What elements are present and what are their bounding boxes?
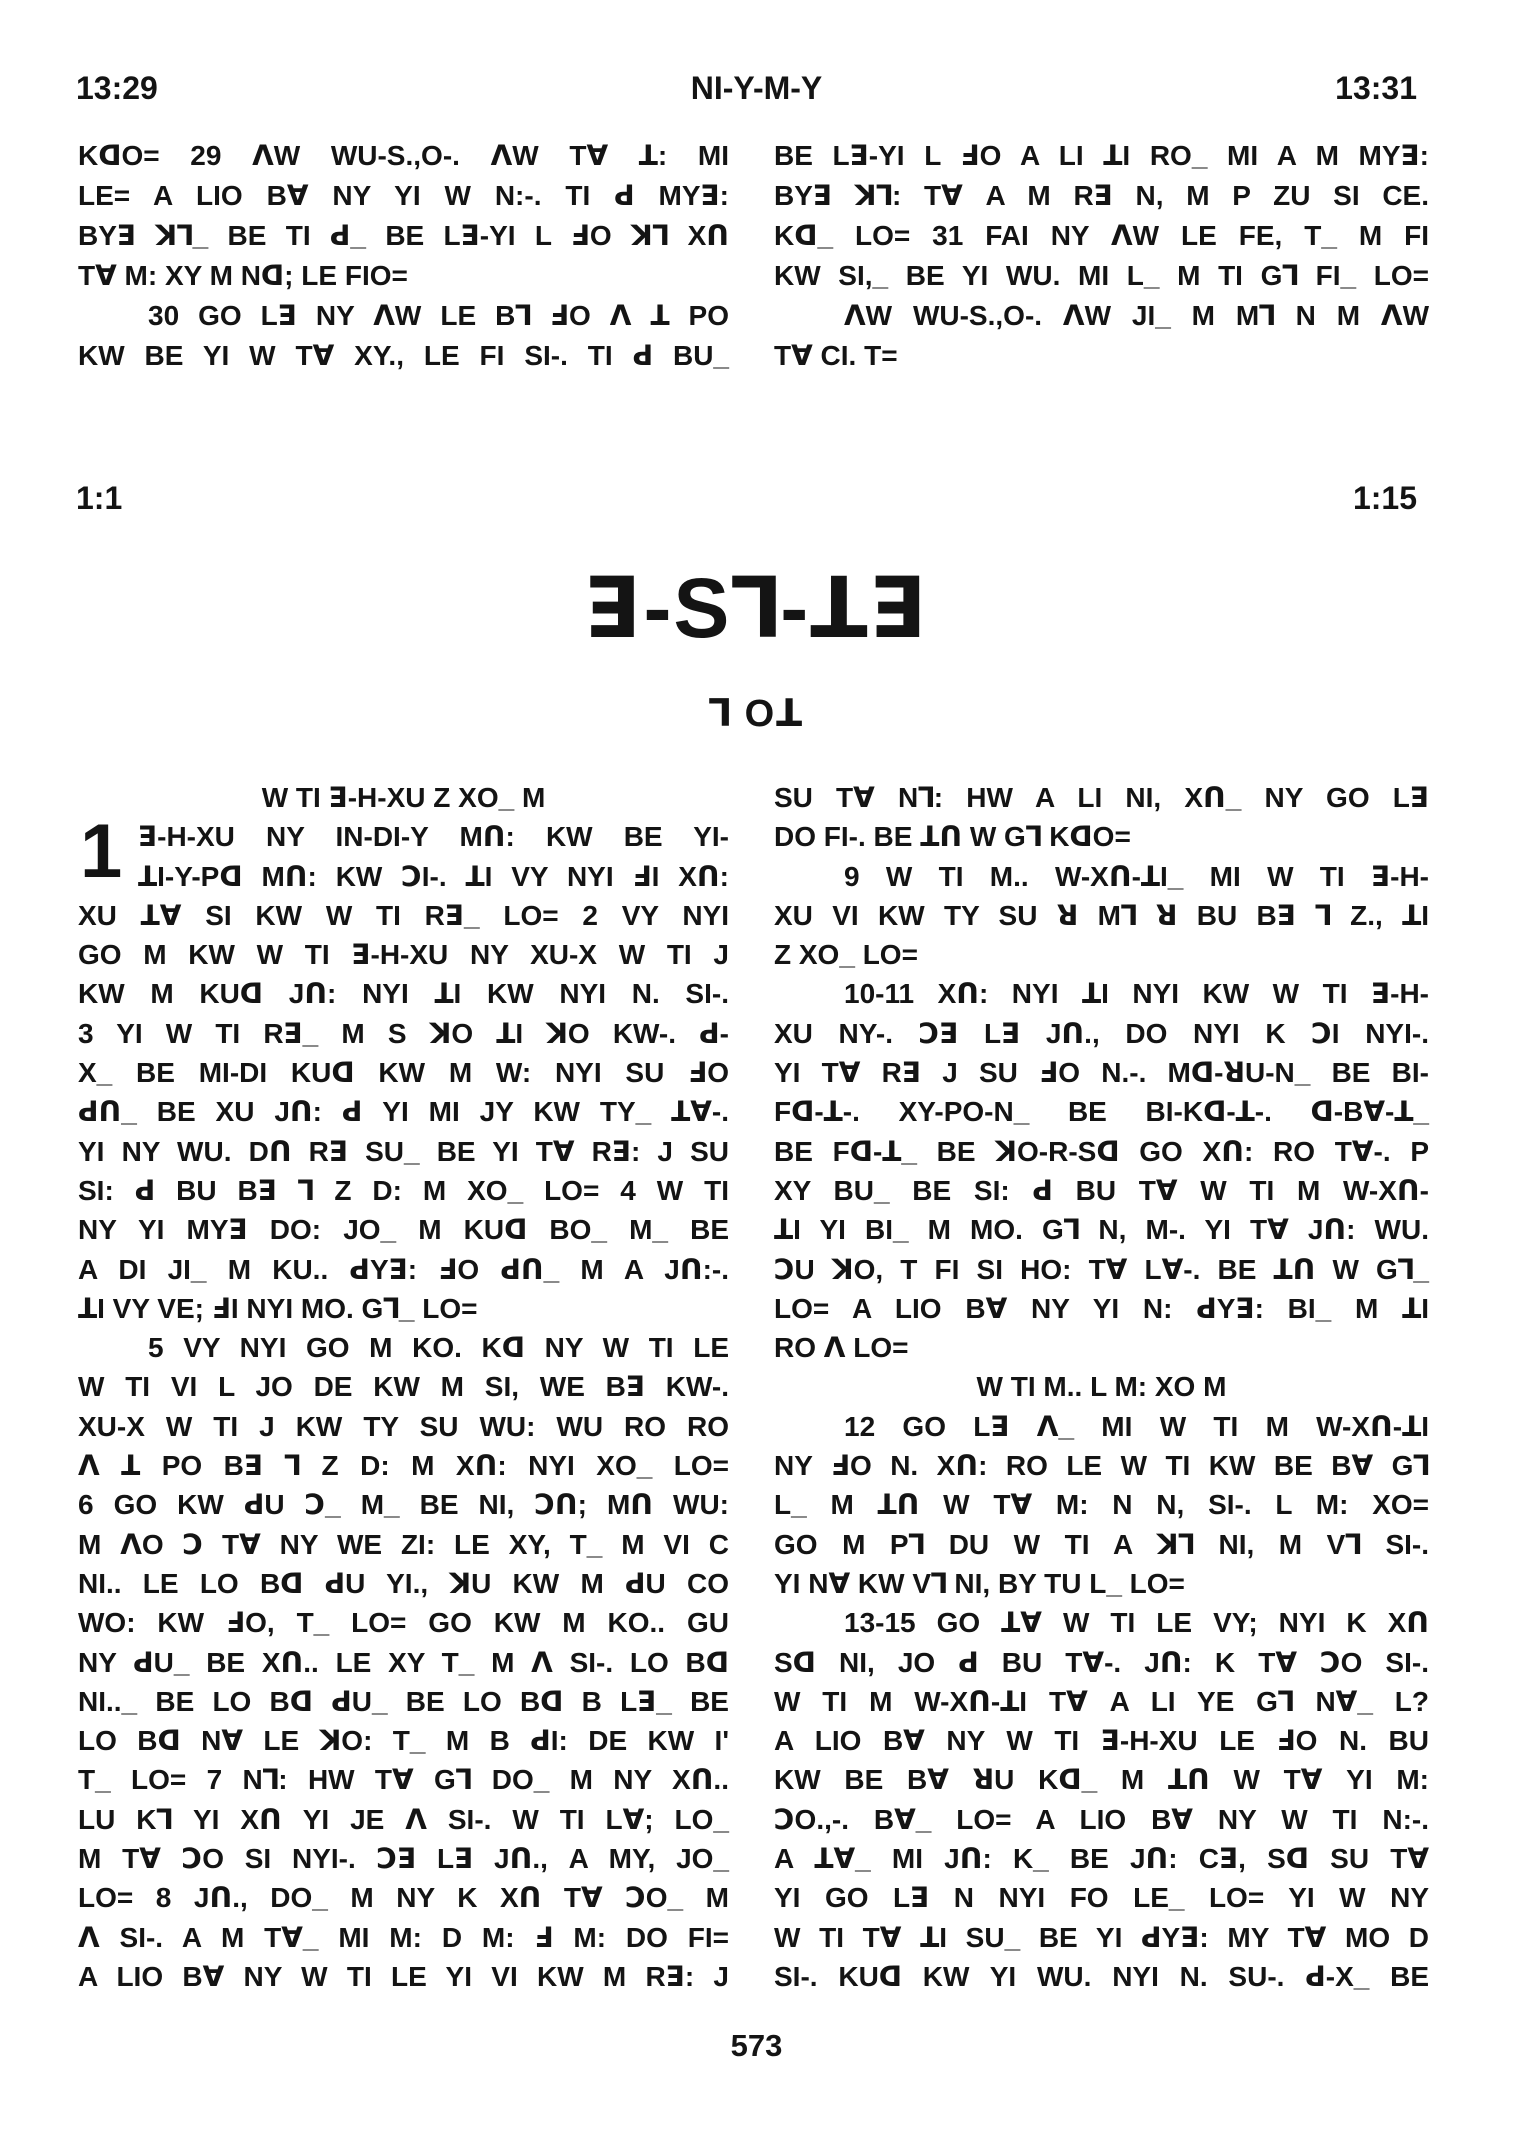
line-text: LO Bꓷ Nꓯ LE ꓘO: T_ M B ꓒI: DE KW I'	[78, 1725, 729, 1757]
text-line	[78, 857, 729, 896]
top-left-column	[78, 136, 729, 376]
line-text: ꓒꓵ_ BE XU Jꓵ: ꓒ YI MI JY KW TY_ ꓕꓯ-.	[78, 1096, 729, 1128]
line-text: NY ꓒU_ BE Xꓵ.. LE XY T_ M ꓥ SI-. LO Bꓷ	[78, 1646, 729, 1678]
line-text: NI.. LE LO Bꓷ ꓒU YI., ꓘU KW M ꓒU CO	[78, 1567, 729, 1599]
header-chapter-verse-end: 13:31	[1335, 70, 1417, 106]
line-text: L_ M ꓕꓵ W Tꓯ M: N N, SI-. L M: XO=	[774, 1489, 1429, 1521]
line-text: SI-. KUꓷ KW YI WU. NYI N. SU-. ꓒ-X_ BE	[774, 1960, 1429, 1992]
line-text: Tꓯ CI. T=	[774, 340, 898, 371]
text-line	[774, 1918, 1429, 1957]
line-text: Sꓷ NI, JO ꓒ BU Tꓯ-. Jꓵ: K Tꓯ ꓛO SI-.	[774, 1646, 1429, 1678]
line-text: XU VI KW TY SU ꓤ Mꓶ ꓤ BU Bꓱ ꓶ Z., ꓕI	[774, 899, 1429, 931]
book-subtitle: ꓶ Oꓕ	[708, 693, 805, 735]
text-line	[774, 817, 1429, 856]
line-text: KW BE Bꓯ ꓤU Kꓷ_ M ꓕꓵ W Tꓯ YI M:	[774, 1764, 1429, 1796]
line-text: KW SI,_ BE YI WU. MI L_ M TI Gꓶ FI_ LO=	[774, 260, 1429, 291]
text-line	[78, 176, 729, 216]
line-text: 5 VY NYI GO M KO. Kꓷ NY W TI LE	[148, 1332, 729, 1364]
text-line	[774, 1485, 1429, 1524]
text-line	[774, 1525, 1429, 1564]
text-line	[774, 1643, 1429, 1682]
text-line	[774, 1603, 1429, 1642]
line-text: LO= 8 Jꓵ., DO_ M NY K Xꓵ Tꓯ ꓛO_ M	[78, 1882, 729, 1914]
line-text: M Tꓯ ꓛO SI NYI-. ꓛꓱ Lꓱ Jꓵ., A MY, JO_	[78, 1843, 729, 1875]
line-text: W TI M W-Xꓵ-ꓕI Tꓯ A LI YE Gꓶ Nꓯ_ L?	[774, 1685, 1429, 1717]
text-line	[78, 1250, 729, 1289]
line-text: ꓛO.,-. Bꓯ_ LO= A LIO Bꓯ NY W TI N:-.	[774, 1803, 1429, 1835]
line-text: ꓱ-H-XU NY IN-DI-Y Mꓵ: KW BE YI-	[138, 821, 729, 853]
line-text: WO: KW ꓞO, T_ LO= GO KW M KO.. GU	[78, 1607, 729, 1639]
text-line	[78, 1603, 729, 1642]
line-text: XU ꓕꓯ SI KW W TI Rꓱ_ LO= 2 VY NYI	[78, 899, 729, 931]
text-line	[774, 1800, 1429, 1839]
text-line	[78, 1053, 729, 1092]
text-line	[78, 1485, 729, 1524]
text-line	[78, 935, 729, 974]
line-text: XU NY-. ꓛꓱ Lꓱ Jꓵ., DO NYI K ꓛI NYI-.	[774, 1017, 1429, 1049]
line-text: BE Fꓷ-ꓕ_ BE ꓘO-R-Sꓷ GO Xꓵ: RO Tꓯ-. P	[774, 1135, 1429, 1167]
text-line	[78, 1800, 729, 1839]
line-text: 10-11 Xꓵ: NYI ꓕI NYI KW W TI ꓱ-H-	[844, 978, 1429, 1010]
line-text: 30 GO Lꓱ NY ꓥW LE Bꓶ ꓞO ꓥ ꓕ PO	[148, 300, 729, 331]
text-line	[774, 216, 1429, 256]
text-line	[774, 1092, 1429, 1131]
text-line	[774, 1446, 1429, 1485]
text-line	[78, 1092, 729, 1131]
text-line	[78, 1682, 729, 1721]
text-line	[774, 256, 1429, 296]
header-chapter-verse-start: 13:29	[76, 70, 158, 106]
line-text: A DI JI_ M KU.. ꓒYꓱ: ꓞO ꓒꓵ_ M A Jꓵ:-.	[78, 1253, 729, 1285]
text-line	[774, 176, 1429, 216]
line-text: KW M KUꓷ Jꓵ: NYI ꓕI KW NYI N. SI-.	[78, 978, 729, 1010]
text-line	[774, 1878, 1429, 1917]
text-line	[78, 136, 729, 176]
heading-text: W TI M.. L M: XO M	[976, 1371, 1227, 1403]
text-line	[78, 1171, 729, 1210]
line-text: X_ BE MI-DI KUꓷ KW M W: NYI SU ꓞO	[78, 1057, 729, 1089]
line-text: SU Tꓯ Nꓶ: HW A LI NI, Xꓵ_ NY GO Lꓱ	[774, 782, 1429, 813]
text-line	[774, 1328, 1429, 1367]
text-line	[774, 1171, 1429, 1210]
text-line	[774, 857, 1429, 896]
text-line	[774, 1289, 1429, 1328]
line-text: YI NY WU. Dꓵ Rꓱ SU_ BE YI Tꓯ Rꓱ: J SU	[78, 1135, 729, 1167]
header-book-name: NI-Y-M-Y	[690, 70, 823, 106]
line-text: W TI VI L JO DE KW M SI, WE Bꓱ KW-.	[78, 1371, 729, 1403]
text-line	[78, 1957, 729, 1996]
line-text: Tꓯ M: XY M Nꓷ; LE FIO=	[78, 260, 408, 291]
text-line	[774, 935, 1429, 974]
text-line	[78, 1407, 729, 1446]
line-text: YI Nꓯ KW Vꓶ NI, BY TU L_ LO=	[774, 1567, 1185, 1599]
line-text: SI: ꓒ BU Bꓱ ꓶ Z D: M XO_ LO= 4 W TI	[78, 1174, 729, 1206]
section-heading	[78, 778, 729, 817]
line-text: A ꓕꓯ_ MI Jꓵ: K_ BE Jꓵ: Cꓱ, Sꓷ SU Tꓯ	[774, 1843, 1429, 1875]
line-text: RO ꓥ LO=	[774, 1332, 909, 1364]
chapter-range-end: 1:15	[1352, 480, 1417, 516]
line-text: 13-15 GO ꓕꓯ W TI LE VY; NYI K Xꓵ	[844, 1607, 1429, 1639]
line-text: NY YI MYꓱ DO: JO_ M KUꓷ BO_ M_ BE	[78, 1214, 729, 1246]
line-text: XU-X W TI J KW TY SU WU: WU RO RO	[78, 1410, 729, 1442]
text-line	[78, 216, 729, 256]
text-line	[774, 336, 1429, 376]
text-line	[78, 974, 729, 1013]
text-line	[774, 1957, 1429, 1996]
text-line	[774, 1760, 1429, 1799]
text-line	[78, 1132, 729, 1171]
text-line	[774, 974, 1429, 1013]
text-line	[774, 136, 1429, 176]
line-text: A LIO Bꓯ NY W TI LE YI VI KW M Rꓱ: J	[78, 1960, 729, 1992]
book-title: ꓱ-Sꓶ-ꓕꓱ	[584, 561, 929, 655]
text-line	[774, 1053, 1429, 1092]
line-text: NI.._ BE LO Bꓷ ꓒU_ BE LO Bꓷ B Lꓱ_ BE	[78, 1685, 729, 1717]
line-text: ꓕI-Y-Pꓷ Mꓵ: KW ꓛI-. ꓕI VY NYI ꓞI Xꓵ:	[138, 860, 729, 892]
line-text: GO M KW W TI ꓱ-H-XU NY XU-X W TI J	[78, 939, 729, 971]
line-text: YI GO Lꓱ N NYI FO LE_ LO= YI W NY	[774, 1882, 1429, 1914]
text-line	[78, 817, 729, 856]
text-line	[774, 1132, 1429, 1171]
text-line	[774, 296, 1429, 336]
text-line	[78, 1878, 729, 1917]
text-line	[774, 778, 1429, 817]
line-text: KW BE YI W Tꓯ XY., LE FI SI-. TI ꓒ BU_	[78, 340, 729, 371]
line-text: 9 W TI M.. W-Xꓵ-ꓕI_ MI W TI ꓱ-H-	[844, 860, 1429, 892]
line-text: ꓕI YI BI_ M MO. Gꓶ N, M-. YI Tꓯ Jꓵ: WU.	[774, 1214, 1429, 1246]
text-line	[774, 1839, 1429, 1878]
line-text: A LIO Bꓯ NY W TI ꓱ-H-XU LE ꓞO N. BU	[774, 1725, 1429, 1757]
text-line	[78, 1643, 729, 1682]
text-line	[774, 1564, 1429, 1603]
line-text: 6 GO KW ꓒU ꓛ_ M_ BE NI, ꓛꓵ; Mꓵ WU:	[78, 1489, 729, 1521]
line-text: ꓥ SI-. A M Tꓯ_ MI M: D M: ꓞ M: DO FI=	[78, 1921, 729, 1953]
line-text: NY ꓞO N. Xꓵ: RO LE W TI KW BE Bꓯ Gꓶ	[774, 1450, 1429, 1482]
text-line	[774, 1682, 1429, 1721]
text-line	[78, 1289, 729, 1328]
top-right-column	[774, 136, 1429, 376]
line-text: GO M Pꓶ DU W TI A ꓘꓶ NI, M Vꓶ SI-.	[774, 1528, 1429, 1560]
line-text: XY BU_ BE SI: ꓒ BU Tꓯ W TI M W-Xꓵ-	[774, 1174, 1429, 1206]
line-text: Fꓷ-ꓕ-. XY-PO-N_ BE BI-Kꓷ-ꓕ-. ꓷ-Bꓯ-ꓕ_	[774, 1096, 1429, 1128]
text-line	[78, 1918, 729, 1957]
text-line	[78, 1446, 729, 1485]
line-text: M ꓥO ꓛ Tꓯ NY WE ZI: LE XY, T_ M VI C	[78, 1528, 729, 1560]
text-line	[78, 336, 729, 376]
chapter-range-start: 1:1	[76, 480, 123, 516]
text-line	[774, 1210, 1429, 1249]
text-line	[774, 896, 1429, 935]
text-line	[774, 1250, 1429, 1289]
line-text: W TI Tꓯ ꓕI SU_ BE YI ꓒYꓱ: MY Tꓯ MO D	[774, 1921, 1429, 1953]
line-text: ꓕI VY VE; ꓞI NYI MO. Gꓶ_ LO=	[78, 1292, 478, 1324]
page-number: 573	[730, 2028, 783, 2063]
text-line	[78, 1839, 729, 1878]
line-text: 12 GO Lꓱ ꓥ_ MI W TI M W-Xꓵ-ꓕI	[844, 1410, 1429, 1442]
line-text: BYꓱ ꓘꓶ: Tꓯ A M Rꓱ N, M P ZU SI CE.	[774, 180, 1429, 211]
text-line	[78, 1525, 729, 1564]
line-text: KꓷO= 29 ꓥW WU-S.,O-. ꓥW Tꓯ ꓕ: MI	[78, 140, 729, 171]
line-text: LE= A LIO Bꓯ NY YI W N:-. TI ꓒ MYꓱ:	[78, 180, 729, 211]
line-text: Z XO_ LO=	[774, 939, 918, 971]
text-line	[78, 1367, 729, 1406]
line-text: ꓥW WU-S.,O-. ꓥW JI_ M Mꓶ N M ꓥW	[844, 300, 1429, 331]
line-text: ꓥ ꓕ PO Bꓱ ꓶ Z D: M Xꓵ: NYI XO_ LO=	[78, 1450, 729, 1482]
line-text: BYꓱ ꓘꓶ_ BE TI ꓒ_ BE Lꓱ-YI L ꓞO ꓘꓶ Xꓵ	[78, 220, 729, 251]
text-line	[78, 1760, 729, 1799]
body-right-column	[774, 778, 1429, 1996]
text-line	[78, 1014, 729, 1053]
text-line	[78, 256, 729, 296]
line-text: YI Tꓯ Rꓱ J SU ꓞO N.-. Mꓷ-ꓤU-N_ BE BI-	[774, 1057, 1429, 1089]
chapter-number-dropcap: 1	[80, 809, 123, 894]
line-text: Kꓷ_ LO= 31 FAI NY ꓥW LE FE, T_ M FI	[774, 220, 1429, 251]
text-line	[774, 1407, 1429, 1446]
line-text: T_ LO= 7 Nꓶ: HW Tꓯ Gꓶ DO_ M NY Xꓵ..	[78, 1764, 729, 1796]
text-line	[78, 896, 729, 935]
line-text: LO= A LIO Bꓯ NY YI N: ꓒYꓱ: BI_ M ꓕI	[774, 1292, 1429, 1324]
heading-text: W TI ꓱ-H-XU Z XO_ M	[261, 782, 546, 813]
line-text: BE Lꓱ-YI L ꓞO A LI ꓕI RO_ MI A M MYꓱ:	[774, 140, 1429, 171]
text-line	[78, 1564, 729, 1603]
line-text: ꓛU ꓘO, T FI SI HO: Tꓯ Lꓯ-. BE ꓕꓵ W Gꓶ_	[774, 1253, 1429, 1285]
section-heading	[774, 1367, 1429, 1406]
text-line	[774, 1721, 1429, 1760]
line-text: 3 YI W TI Rꓱ_ M S ꓘO ꓕI ꓘO KW-. ꓒ-	[78, 1017, 729, 1049]
line-text: DO FI-. BE ꓕꓵ W Gꓶ KꓷO=	[774, 821, 1131, 853]
text-line	[78, 1328, 729, 1367]
text-line	[78, 1210, 729, 1249]
line-text: LU Kꓶ YI Xꓵ YI JE ꓥ SI-. W TI Lꓯ; LO_	[78, 1803, 729, 1835]
text-line	[774, 1014, 1429, 1053]
body-left-column	[78, 778, 729, 1996]
text-line	[78, 296, 729, 336]
text-line	[78, 1721, 729, 1760]
